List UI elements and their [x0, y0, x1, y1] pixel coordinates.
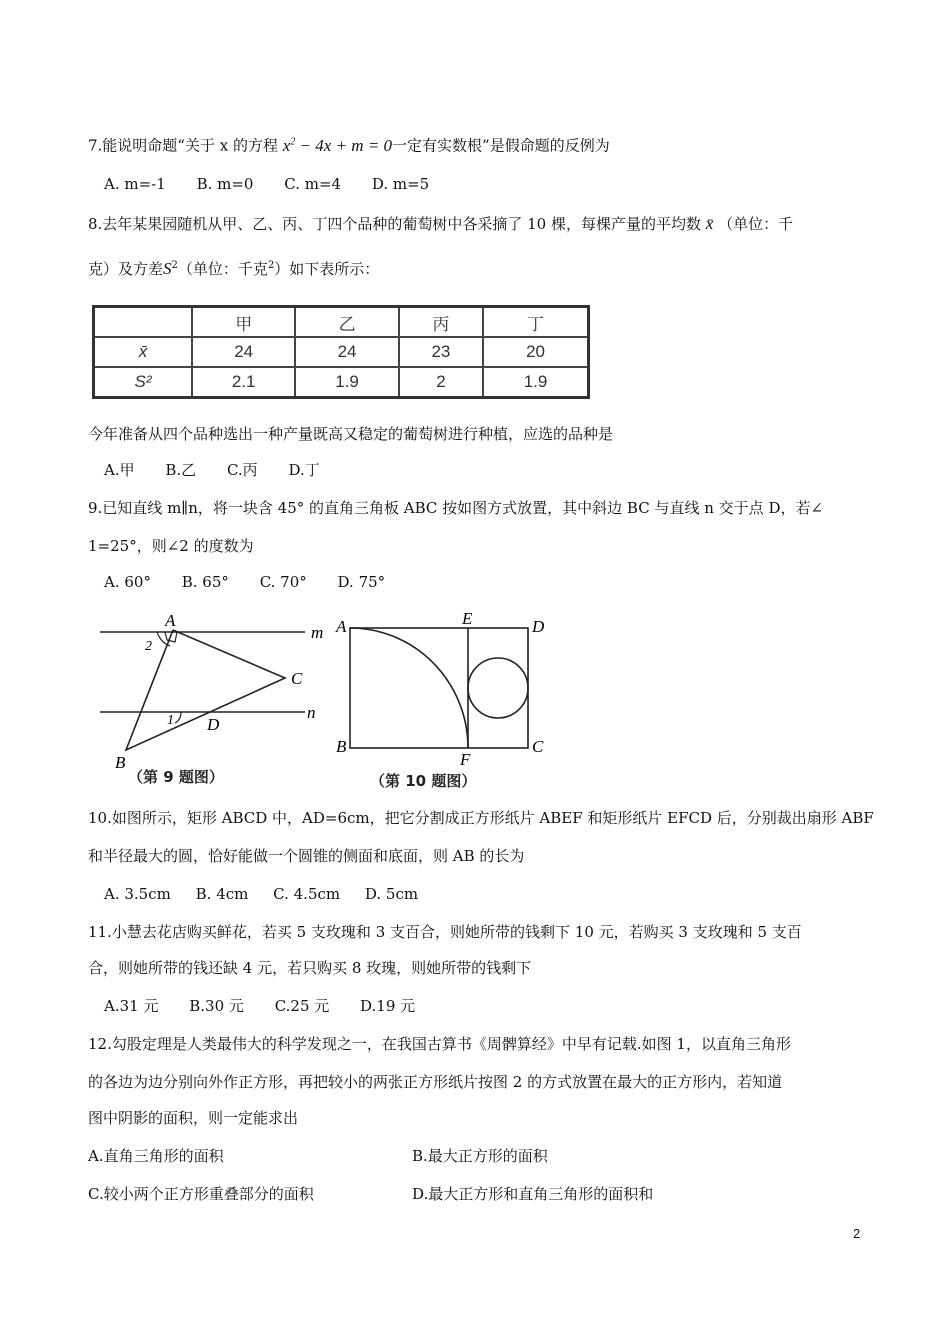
table-header-row — [94, 307, 589, 338]
table-cell: 1.9 — [483, 367, 588, 398]
q10-stem-line2: 和半径最大的圆，恰好能做一个圆锥的侧面和底面，则 AB 的长为 — [88, 847, 525, 865]
q8-stem-line2: 克）及方差$S^2$（单位：千克$^2$）如下表所示： — [88, 259, 380, 278]
q9-figure — [95, 610, 335, 775]
table-header-cell: 乙 — [295, 307, 398, 338]
table-row-label: x̄ — [94, 337, 193, 367]
q9-option-a: A. 60° — [104, 573, 151, 591]
q12-option-c: C.较小两个正方形重叠部分的面积 — [88, 1185, 314, 1203]
xbar-symbol: x̄ — [705, 214, 714, 233]
label-b: B — [115, 753, 126, 772]
inscribed-circle — [468, 658, 528, 718]
label-a: A — [165, 611, 176, 630]
q9-options — [104, 572, 411, 592]
q7-option-d: D. m=5 — [371, 175, 430, 193]
q7-option-b: B. m=0 — [196, 175, 254, 193]
label-c: C — [291, 669, 303, 688]
q10-option-d: D. 5cm — [364, 885, 419, 903]
q9-option-d: D. 75° — [337, 573, 386, 591]
q7-options — [104, 174, 455, 194]
q8-options — [104, 460, 346, 480]
q7-option-a: A. m=-1 — [104, 175, 166, 193]
table-cell: 23 — [399, 337, 483, 367]
q11-option-a: A.31 元 — [104, 997, 159, 1015]
q11-options — [104, 996, 441, 1016]
label-m: m — [311, 623, 324, 642]
table-header-cell: 甲 — [192, 307, 295, 338]
q9-stem-line2: 1=25°，则∠2 的度数为 — [88, 537, 254, 555]
q10-option-a: A. 3.5cm — [104, 885, 171, 903]
table-cell: 2.1 — [192, 367, 295, 398]
label-a: A — [336, 617, 347, 636]
sector-arc-abf — [350, 628, 468, 748]
table-header-cell: 丁 — [483, 307, 588, 338]
table-cell: 24 — [192, 337, 295, 367]
q8-stem-line1: 8.去年某果园随机从甲、乙、丙、丁四个品种的葡萄树中各采摘了 10 棵，每棵产量的平均数 x̄ （单位：千 — [88, 214, 794, 233]
q10-option-c: C. 4.5cm — [273, 885, 341, 903]
q12-stem-line3: 图中阴影的面积，则一定能求出 — [88, 1109, 299, 1127]
q12-option-d: D.最大正方形和直角三角形的面积和 — [412, 1185, 654, 1203]
q7-option-c: C. m=4 — [284, 175, 342, 193]
table-header-cell: 丙 — [399, 307, 483, 338]
q11-option-d: D.19 元 — [360, 997, 416, 1015]
q10-stem-line1: 10.如图所示，矩形 ABCD 中，AD=6cm，把它分割成正方形纸片 ABEF 和矩形纸片 EFCD 后，分别裁出扇形 ABF — [88, 809, 874, 827]
table-cell: 24 — [295, 337, 398, 367]
s-symbol: S — [163, 259, 172, 278]
label-2: 2 — [145, 639, 152, 654]
q8-option-b: B.乙 — [165, 461, 197, 479]
q7-stem: 7.能说明命题“关于 x 的方程 $x^2 - 4x + m = 0$一定有实数根”是假命题的反例为 — [88, 135, 610, 155]
q8-data-table — [92, 305, 590, 399]
q12-option-a: A.直角三角形的面积 — [88, 1147, 224, 1165]
table-cell: 20 — [483, 337, 588, 367]
label-d: D — [207, 715, 220, 734]
q10-option-b: B. 4cm — [195, 885, 249, 903]
q9-option-b: B. 65° — [181, 573, 229, 591]
q10-figure-caption: （第 10 题图） — [370, 772, 477, 790]
table-row-label: S² — [94, 367, 193, 398]
angle-1-arc — [175, 712, 181, 723]
q11-stem-line2: 合，则她所带的钱还缺 4 元，若只购买 8 玫瑰，则她所带的钱剩下 — [88, 959, 532, 977]
table-cell: 2 — [399, 367, 483, 398]
q9-stem-line1: 9.已知直线 m∥n，将一块含 45° 的直角三角板 ABC 按如图方式放置，其中斜边 BC 与直线 n 交于点 D，若∠ — [88, 499, 824, 517]
label-f: F — [460, 750, 471, 768]
q9-figure-caption: （第 9 题图） — [128, 768, 224, 786]
q8-option-a: A.甲 — [104, 461, 135, 479]
table-row-mean — [94, 337, 589, 367]
label-c: C — [532, 737, 544, 756]
q8-option-c: C.丙 — [226, 461, 258, 479]
rectangle-abcd — [350, 628, 528, 748]
q12-stem-line1: 12.勾股定理是人类最伟大的科学发现之一，在我国古算书《周髀算经》中早有记载.如图 1，以直角三角形 — [88, 1035, 791, 1053]
q9-option-c: C. 70° — [259, 573, 307, 591]
q10-options — [104, 884, 444, 904]
label-b: B — [336, 737, 347, 756]
label-1: 1 — [167, 713, 174, 728]
q8-option-d: D.丁 — [288, 461, 320, 479]
q12-option-b: B.最大正方形的面积 — [412, 1147, 548, 1165]
q11-stem-line1: 11.小慧去花店购买鲜花，若买 5 支玫瑰和 3 支百合，则她所带的钱剩下 10 元，若购买 3 支玫瑰和 5 支百 — [88, 923, 802, 941]
q12-stem-line2: 的各边为边分别向外作正方形，再把较小的两张正方形纸片按图 2 的方式放置在最大的正方形内，若知道 — [88, 1073, 783, 1091]
q8-followup: 今年准备从四个品种选出一种产量既高又稳定的葡萄树进行种植，应选的品种是 — [88, 425, 614, 443]
label-e: E — [462, 610, 473, 628]
label-d: D — [532, 617, 545, 636]
q11-option-c: C.25 元 — [274, 997, 330, 1015]
label-n: n — [307, 703, 316, 722]
q11-option-b: B.30 元 — [189, 997, 244, 1015]
page-number: 2 — [853, 1226, 861, 1241]
table-corner-cell — [94, 307, 193, 338]
table-row-variance — [94, 367, 589, 398]
q7-equation: $x^2 - 4x + m = 0$ — [282, 135, 393, 155]
q10-figure — [330, 610, 560, 768]
table-cell: 1.9 — [295, 367, 398, 398]
